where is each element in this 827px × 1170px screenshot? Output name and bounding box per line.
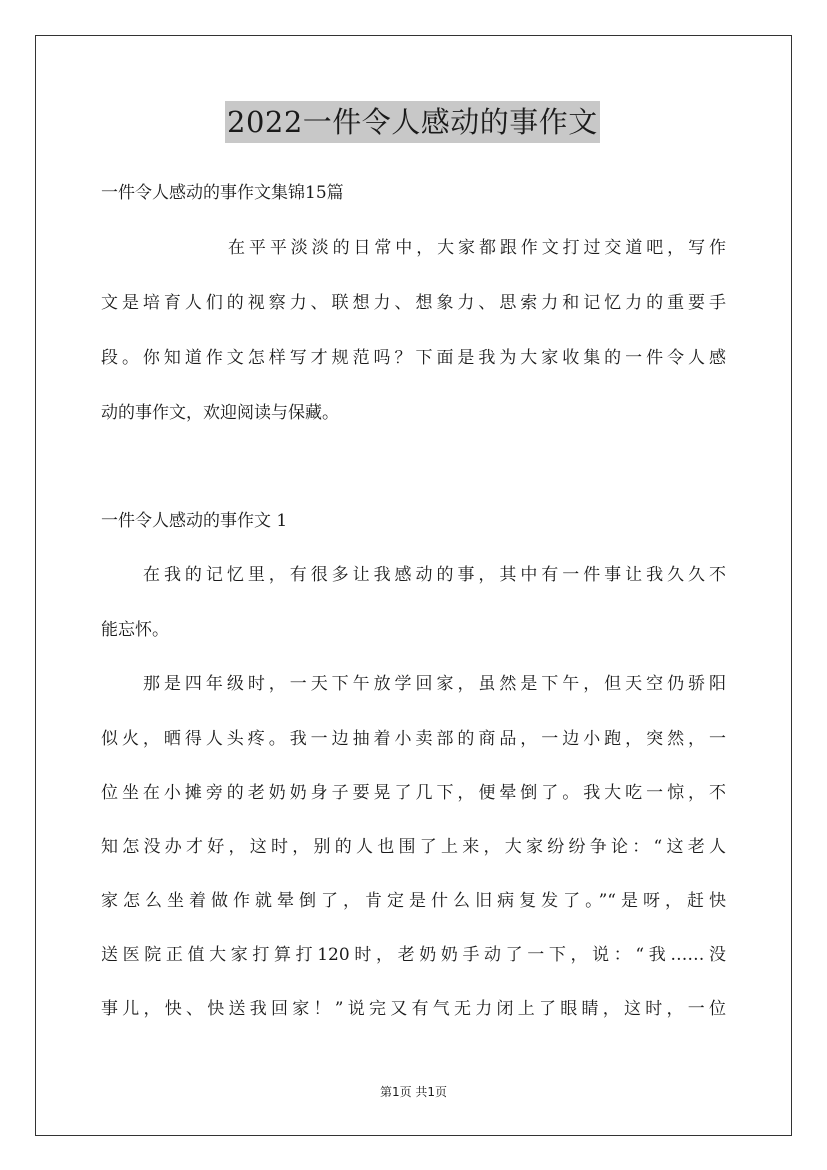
paragraph-line: 在我的记忆里，有很多让我感动的事，其中有一件事让我久久不 [143, 565, 726, 585]
paragraph-line: 送医院正值大家打算打120时，老奶奶手动了一下，说：“我……没 [101, 945, 726, 965]
paragraph-line: 似火，晒得人头疼。我一边抽着小卖部的商品，一边小跑，突然，一 [101, 729, 726, 749]
page-footer: 第1页 共1页 [379, 1085, 448, 1099]
paragraph-line: 能忘怀。 [101, 620, 169, 640]
paragraph-line: 那是四年级时，一天下午放学回家，虽然是下午，但天空仍骄阳 [143, 674, 726, 694]
document-title: 2022一件令人感动的事作文 [225, 101, 600, 143]
intro-line: 在平平淡淡的日常中，大家都跟作文打过交道吧，写作 [228, 238, 726, 258]
intro-line: 动的事作文，欢迎阅读与保藏。 [101, 403, 339, 423]
document-subtitle: 一件令人感动的事作文集锦15篇 [101, 183, 344, 203]
paragraph-line: 事儿，快、快送我回家！”说完又有气无力闭上了眼睛，这时，一位 [101, 999, 726, 1019]
paragraph-line: 位坐在小摊旁的老奶奶身子要晃了几下，便晕倒了。我大吃一惊，不 [101, 783, 726, 803]
intro-line: 文是培育人们的视察力、联想力、想象力、思索力和记忆力的重要手 [101, 293, 726, 313]
section-heading: 一件令人感动的事作文 1 [101, 511, 288, 531]
paragraph-line: 家怎么坐着做作就晕倒了，肯定是什么旧病复发了。”“是呀，赶快 [101, 891, 726, 911]
paragraph-line: 知怎没办才好，这时，别的人也围了上来，大家纷纷争论：“这老人 [101, 837, 726, 857]
intro-line: 段。你知道作文怎样写才规范吗？下面是我为大家收集的一件令人感 [101, 348, 726, 368]
